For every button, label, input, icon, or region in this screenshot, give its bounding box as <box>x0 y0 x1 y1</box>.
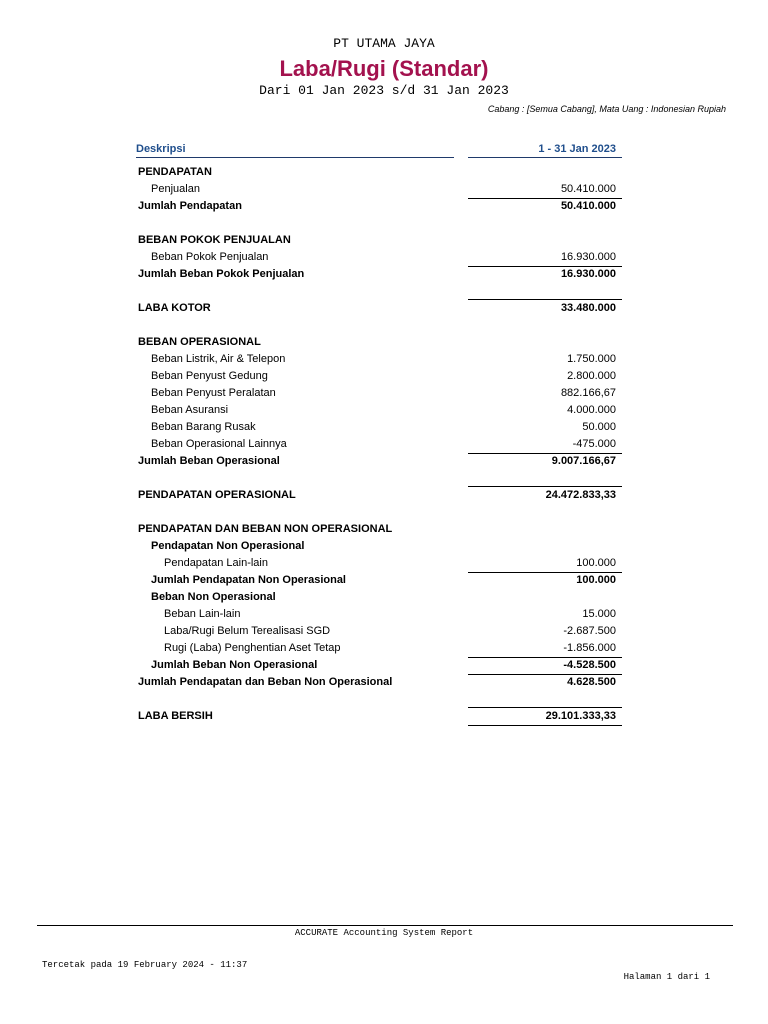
row-label: Beban Barang Rusak <box>151 421 256 433</box>
row-label: Jumlah Beban Non Operasional <box>151 659 318 671</box>
report-row <box>136 249 622 266</box>
report-spacer-row <box>136 691 622 708</box>
row-label: Jumlah Pendapatan <box>138 200 242 212</box>
row-value: 100.000 <box>576 574 616 586</box>
row-label: BEBAN OPERASIONAL <box>138 336 261 348</box>
row-value: 16.930.000 <box>560 268 616 280</box>
row-value: 1.750.000 <box>567 353 616 365</box>
report-spacer-row <box>136 470 622 487</box>
report-spacer-row <box>136 283 622 300</box>
report-row <box>136 623 622 640</box>
row-label: Jumlah Beban Pokok Penjualan <box>138 268 305 280</box>
report-row <box>136 232 622 249</box>
row-label: BEBAN POKOK PENJUALAN <box>138 234 291 246</box>
report-row <box>136 487 622 504</box>
row-label: Beban Lain-lain <box>164 608 241 620</box>
report-row <box>136 640 622 657</box>
row-value: 29.101.333,33 <box>545 710 616 722</box>
row-value: -4.528.500 <box>563 659 616 671</box>
report-row <box>136 555 622 572</box>
report-title: Laba/Rugi (Standar) <box>279 56 489 81</box>
report-row <box>136 181 622 198</box>
row-label: Beban Penyust Peralatan <box>151 387 276 399</box>
report-spacer-row <box>136 504 622 521</box>
row-value: 16.930.000 <box>560 251 616 263</box>
row-label: Beban Asuransi <box>151 404 229 416</box>
row-label: Pendapatan Lain-lain <box>164 557 268 569</box>
report-spacer-row <box>136 215 622 232</box>
row-label: Penjualan <box>151 183 200 195</box>
row-label: Beban Non Operasional <box>151 591 276 603</box>
report-row <box>136 521 622 538</box>
report-row <box>136 385 622 402</box>
report-row <box>136 198 622 215</box>
footer-printed-date: Tercetak pada 19 February 2024 - 11:37 <box>42 960 248 970</box>
footer-page-number: Halaman 1 dari 1 <box>623 972 710 982</box>
row-label: PENDAPATAN DAN BEBAN NON OPERASIONAL <box>138 523 393 535</box>
row-value: 100.000 <box>576 557 616 569</box>
footer-system-label: ACCURATE Accounting System Report <box>294 928 474 938</box>
report-row <box>136 606 622 623</box>
row-value: 50.410.000 <box>560 183 616 195</box>
report-spacer-row <box>136 317 622 334</box>
row-value: 33.480.000 <box>560 302 616 314</box>
row-value: -2.687.500 <box>563 625 616 637</box>
column-header-period: 1 - 31 Jan 2023 <box>468 143 622 158</box>
row-value: -1.856.000 <box>563 642 616 654</box>
report-row <box>136 538 622 555</box>
net-total-underline <box>468 725 622 726</box>
row-value: 15.000 <box>582 608 616 620</box>
row-value: 4.628.500 <box>567 676 616 688</box>
row-label: PENDAPATAN <box>138 166 212 178</box>
footer-divider <box>37 925 733 926</box>
row-label: Laba/Rugi Belum Terealisasi SGD <box>164 625 331 637</box>
row-label: Jumlah Pendapatan Non Operasional <box>151 574 346 586</box>
report-row <box>136 436 622 453</box>
report-row <box>136 334 622 351</box>
report-row <box>136 419 622 436</box>
report-row <box>136 300 622 317</box>
report-row <box>136 589 622 606</box>
row-value: 2.800.000 <box>567 370 616 382</box>
row-label: Jumlah Beban Operasional <box>138 455 280 467</box>
row-value: 24.472.833,33 <box>545 489 616 501</box>
row-value: 882.166,67 <box>560 387 616 399</box>
report-row <box>136 453 622 470</box>
row-label: Jumlah Pendapatan dan Beban Non Operasional <box>138 676 393 688</box>
row-label: PENDAPATAN OPERASIONAL <box>138 489 296 501</box>
row-value: 4.000.000 <box>567 404 616 416</box>
row-label: Beban Operasional Lainnya <box>151 438 287 450</box>
report-row <box>136 572 622 589</box>
report-filter: Cabang : [Semua Cabang], Mata Uang : Indonesian Rupiah <box>487 104 726 114</box>
row-value: 50.000 <box>582 421 616 433</box>
report-table <box>136 164 622 725</box>
row-label: LABA BERSIH <box>138 710 213 722</box>
report-row <box>136 708 622 725</box>
row-label: LABA KOTOR <box>138 302 211 314</box>
report-row <box>136 402 622 419</box>
report-row <box>136 657 622 674</box>
report-row <box>136 351 622 368</box>
column-header-description: Deskripsi <box>136 143 454 158</box>
row-label: Beban Pokok Penjualan <box>151 251 269 263</box>
report-row <box>136 266 622 283</box>
row-label: Rugi (Laba) Penghentian Aset Tetap <box>164 642 341 654</box>
report-row <box>136 368 622 385</box>
row-value: -475.000 <box>572 438 616 450</box>
row-value: 50.410.000 <box>560 200 616 212</box>
report-row <box>136 674 622 691</box>
report-row <box>136 164 622 181</box>
row-label: Pendapatan Non Operasional <box>151 540 305 552</box>
row-label: Beban Penyust Gedung <box>151 370 268 382</box>
report-period: Dari 01 Jan 2023 s/d 31 Jan 2023 <box>259 83 509 98</box>
row-value: 9.007.166,67 <box>551 455 616 467</box>
company-name: PT UTAMA JAYA <box>333 36 435 51</box>
row-label: Beban Listrik, Air & Telepon <box>151 353 286 365</box>
